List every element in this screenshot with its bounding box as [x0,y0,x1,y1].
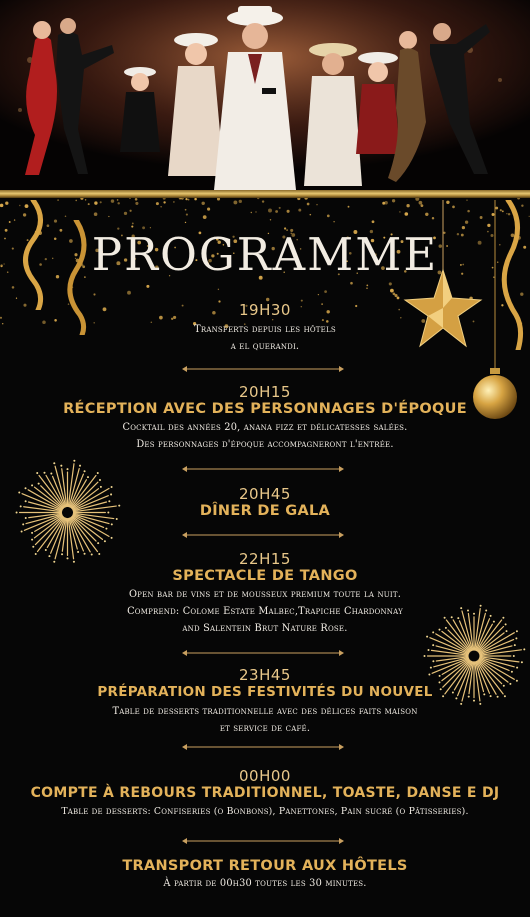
ornament-divider [182,466,344,472]
ornament-divider [182,366,344,372]
schedule-time: 22H15 [239,550,291,568]
schedule-heading: TRANSPORT RETOUR AUX HÔTELS [122,858,408,874]
schedule-line: and Salentein Brut Nature Rose. [182,623,348,634]
schedule-line: Cocktail des années 20, anana fizz et délicatesses salées. [122,422,408,433]
schedule-line: et service de café. [219,723,311,734]
gold-divider-bar [0,190,530,198]
schedule-line: Open bar de vins et de mousseux premium toute la nuit. [128,589,402,600]
schedule-item [40,485,490,519]
schedule-line: Des personnages d'époque accompagneront l'entrée. [136,439,394,450]
schedule-time: 19H30 [239,301,291,319]
schedule-item [40,858,490,892]
schedule-time: 00H00 [239,767,291,785]
schedule-line: a el querandi. [230,341,300,352]
schedule-item [40,666,490,737]
schedule-heading: RÉCEPTION AVEC DES PERSONNAGES D'ÉPOQUE [63,401,467,417]
schedule-line: Transferts depuis les hôtels [194,324,336,335]
schedule-item [40,301,490,355]
schedule-line: Table de desserts: Confiseries (o Bonbons), Panettones, Pain sucré (o Pâtisseries). [61,806,469,817]
schedule-heading: SPECTACLE DE TANGO [172,568,358,584]
schedule-heading: COMPTE À REBOURS TRADITIONNEL, TOASTE, DANSE E DJ [30,785,500,801]
ornament-divider [182,744,344,750]
dancers-illustration [0,0,530,190]
page-title: PROGRAMME [91,228,439,281]
schedule-line: À partir de 00h30 toutes les 30 minutes. [163,878,367,889]
schedule-item [40,383,490,453]
schedule-time: 20H45 [239,485,291,503]
schedule-heading: PRÉPARATION DES FESTIVITÉS DU NOUVEL [97,684,433,700]
schedule-time: 23H45 [239,666,291,684]
schedule-heading: DÎNER DE GALA [199,503,331,519]
ornament-divider [182,838,344,844]
schedule-item [10,767,520,820]
schedule-line: Comprend: Colome Estate Malbec,Trapiche Chardonnay [127,606,403,617]
schedule-time: 20H15 [239,383,291,401]
schedule-line: Table de desserts traditionnelle avec des délices faits maison [112,706,418,717]
schedule-item [40,550,490,637]
ornament-divider [182,650,344,656]
tango-dancers-photo [0,0,530,190]
ornament-divider [182,532,344,538]
